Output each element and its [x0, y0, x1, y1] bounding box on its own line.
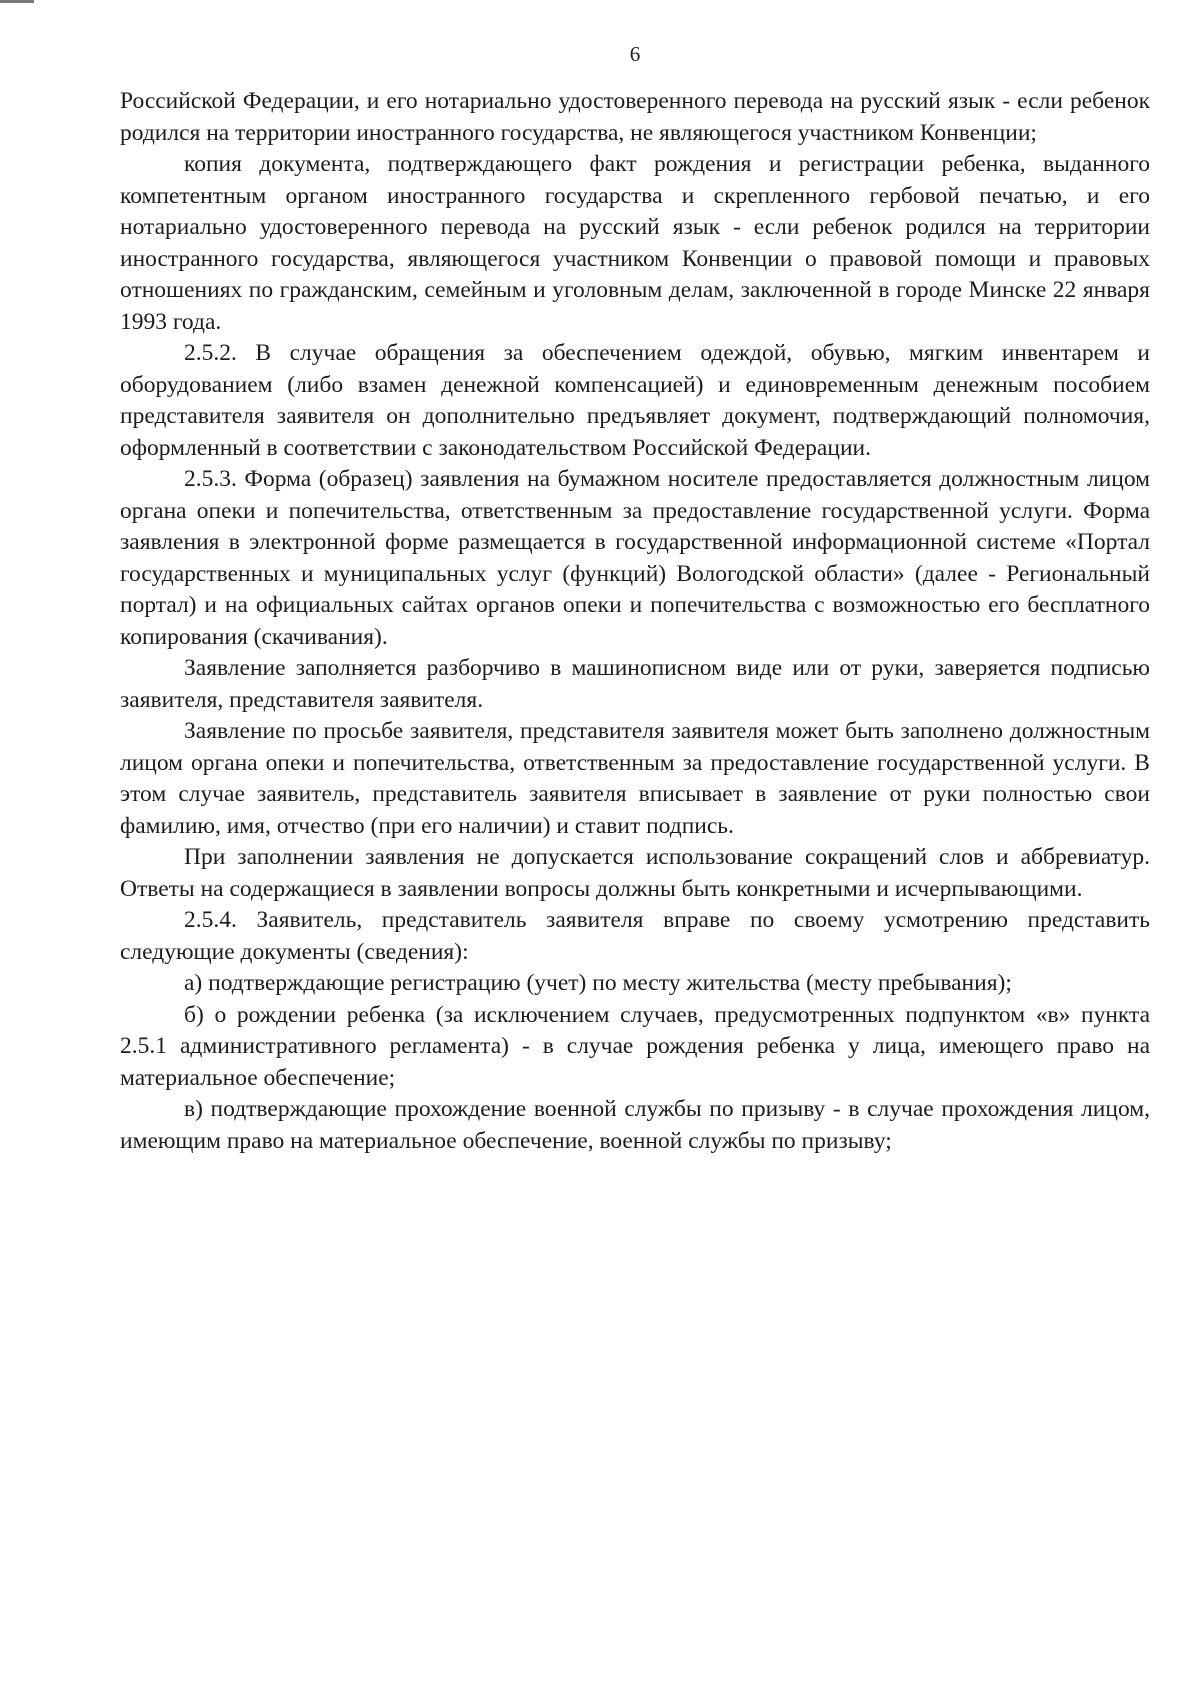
page-number: 6 [629, 42, 641, 66]
list-item-v: в) подтверждающие прохождение военной службы по призыву - в случае прохождения лицом, имеющим право на материальное обеспечение, военной службы по призыву; [120, 1096, 1150, 1154]
paragraph-continuation: Российской Федерации, и его нотариально удостоверенного перевода на русский язык - если ребенок родился на территории иностранного государства, не являющегося участником Конвенции; [120, 88, 1150, 146]
list-item-b: б) о рождении ребенка (за исключением случаев, предусмотренных подпунктом «в» пункта 2.5.1 административного регламента) - в случае рождения ребенка у лица, имеющего право на материальное обеспечение; [120, 1001, 1150, 1091]
paragraph-2-5-3: 2.5.3. Форма (образец) заявления на бумажном носителе предоставляется должностным лицом органа опеки и попечительства, ответственным за предоставление государственной услуги. Форма заявления в электронной форме размещается в государственной информационной системе «Портал государственных и муниципальных услуг (функций) Вологодской области» (далее - Региональный портал) и на официальных сайтах органов опеки и попечительства с возможностью его бесплатного копирования (скачивания). [120, 466, 1150, 650]
paragraph-no-abbreviations: При заполнении заявления не допускается использование сокращений слов и аббревиатур. Ответы на содержащиеся в заявлении вопросы должны быть конкретными и исчерпывающими. [120, 844, 1150, 902]
list-item-a: а) подтверждающие регистрацию (учет) по месту жительства (месту пребывания); [184, 970, 1012, 996]
paragraph-filling-rules: Заявление заполняется разборчиво в машинописном виде или от руки, заверяется подписью заявителя, представителя заявителя. [120, 655, 1150, 713]
paragraph-document-copy: копия документа, подтверждающего факт рождения и регистрации ребенка, выданного компетентным органом иностранного государства и скрепленного гербовой печатью, и его нотариально удостоверенного перевода на русский язык - если ребенок родился на территории иностранного государства, являющегося участником Конвенции о правовой помощи и правовых отношениях по гражданским, семейным и уголовным делам, заключенной в городе Минске 22 января 1993 года. [120, 151, 1150, 335]
paragraph-2-5-2: 2.5.2. В случае обращения за обеспечением одеждой, обувью, мягким инвентарем и оборудованием (либо взамен денежной компенсацией) и единовременным денежным пособием представителя заявителя он дополнительно предъявляет документ, подтверждающий полномочия, оформленный в соответствии с законодательством Российской Федерации. [120, 340, 1150, 461]
paragraph-filled-by-official: Заявление по просьбе заявителя, представителя заявителя может быть заполнено должностным лицом органа опеки и попечительства, ответственным за предоставление государственной услуги. В этом случае заявитель, представитель заявителя вписывает в заявление от руки полностью свои фамилию, имя, отчество (при его наличии) и ставит подпись. [120, 718, 1150, 839]
paragraph-2-5-4: 2.5.4. Заявитель, представитель заявителя вправе по своему усмотрению представить следующие документы (сведения): [120, 907, 1150, 965]
